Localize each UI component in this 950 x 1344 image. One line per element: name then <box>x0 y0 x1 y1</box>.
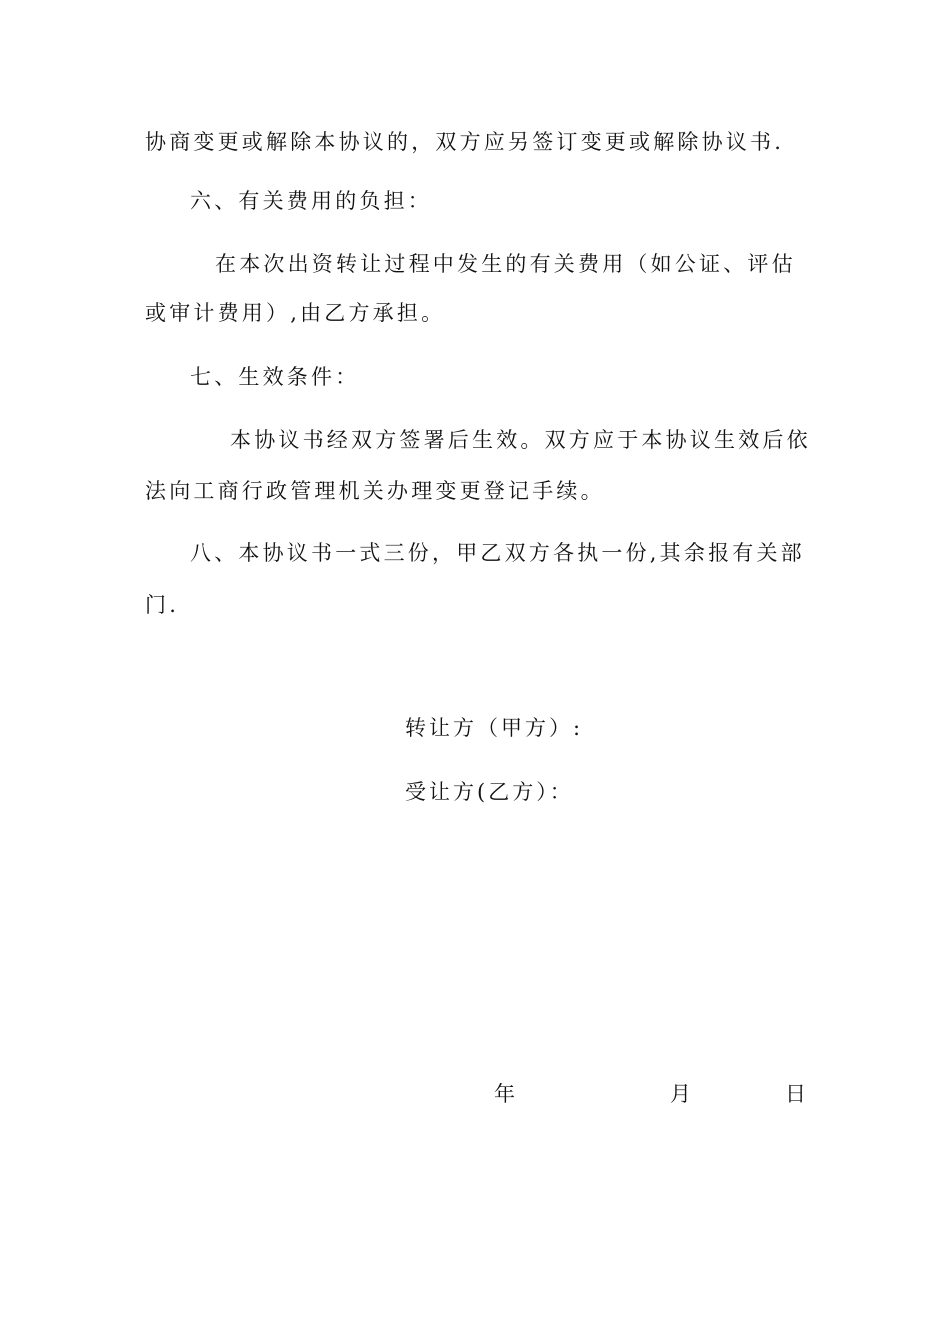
paragraph-line-fees-2: 或审计费用）,由乙方承担。 <box>145 301 446 325</box>
paragraph-line-fees-1: 在本次出资转让过程中发生的有关费用（如公证、评估 <box>215 252 796 276</box>
signature-transferee-label: 受让方(乙方）： <box>405 780 574 804</box>
date-year-label: 年 <box>494 1082 515 1106</box>
paragraph-line-copies-2: 门. <box>145 593 180 617</box>
section-heading-fees: 六、有关费用的负担： <box>190 189 432 213</box>
paragraph-line-amendment: 协商变更或解除本协议的，双方应另签订变更或解除协议书. <box>145 130 785 154</box>
date-day-label: 日 <box>785 1082 806 1106</box>
section-heading-effective: 七、生效条件： <box>190 365 360 389</box>
date-month-label: 月 <box>670 1082 691 1106</box>
paragraph-line-effective-1: 本协议书经双方签署后生效。双方应于本协议生效后依 <box>230 428 811 452</box>
paragraph-line-effective-2: 法向工商行政管理机关办理变更登记手续。 <box>145 479 605 503</box>
section-heading-copies: 八、本协议书一式三份，甲乙双方各执一份,其余报有关部 <box>190 541 805 565</box>
signature-transferor-label: 转让方（甲方）: <box>405 716 584 740</box>
